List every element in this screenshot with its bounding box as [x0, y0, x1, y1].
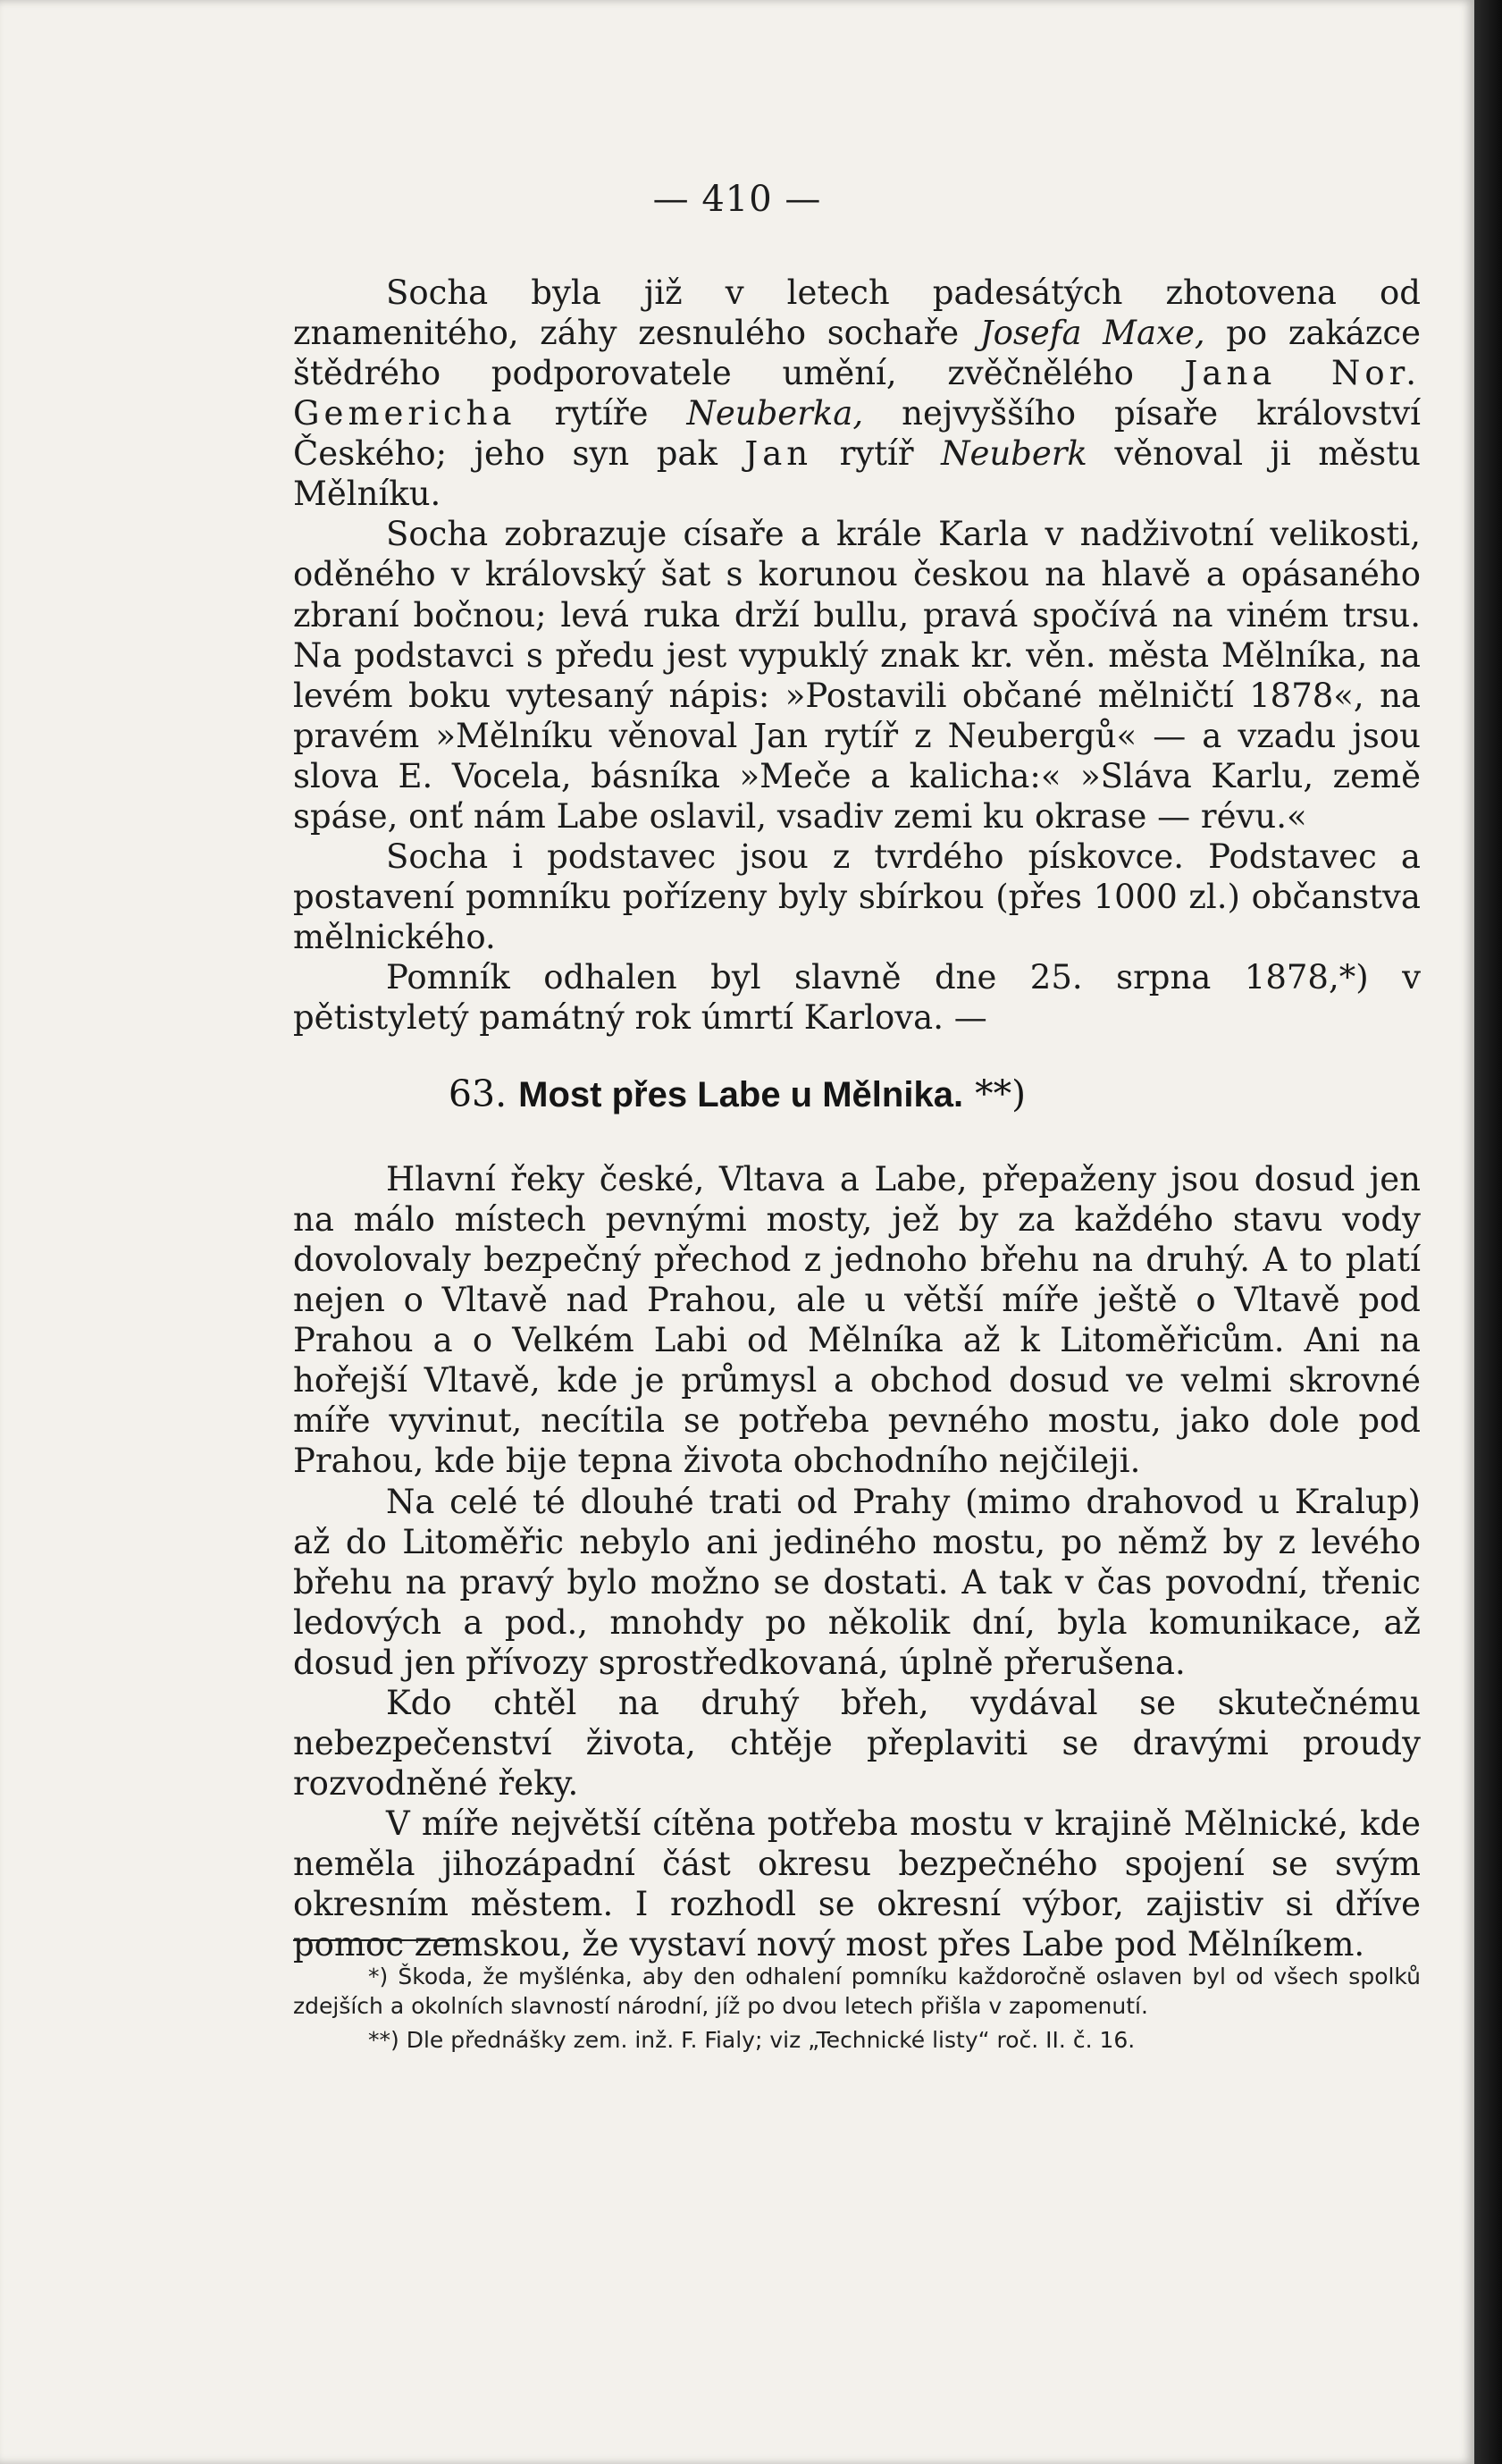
text-run: Socha byla již v letech padesátých zhotovena od znamenitého, záhy zesnulého sochaře: [293, 273, 1421, 353]
footnotes: [293, 1962, 1421, 2058]
patron-name: Jana Nor.: [1184, 354, 1422, 393]
page-number: — 410 —: [652, 179, 822, 220]
text-run: nejvyššího písaře království Českého; jeho syn pak: [293, 394, 1421, 474]
text-run: věnoval ji městu Mělníku.: [293, 434, 1421, 514]
section-heading: [0, 1072, 1474, 1115]
paragraph-statue-origin: [293, 273, 1421, 514]
footnote-divider: [293, 1939, 454, 1941]
paragraph-unveiling: Pomník odhalen byl slavně dne 25. srpna 1878,*) v pětistyletý památný rok úmrtí Karlova. —: [293, 958, 1421, 1038]
bridge-section-text: [293, 1159, 1421, 1964]
section-number: 63.: [448, 1072, 508, 1115]
paragraph-rivers: Hlavní řeky české, Vltava a Labe, přepaženy jsou dosud jen na málo místech pevnými mosty, jež by za každého stavu vody dovolovaly bezpečný přechod z jednoho břehu na druhý. A to platí nejen o Vltavě nad Prahou, ale u větší míře ještě o Vltavě pod Prahou a o Velkém Labi od Mělníka až k Litoměřicům. Ani na hořejší Vltavě, kde je průmysl a obchod dosud ve velmi skrovné míře vyvinut, necítila se potřeba pevného mostu, jako dole pod Prahou, kde bije tepna života obchodního nejčileji.: [293, 1160, 1421, 1481]
text-run: po zakázce štědrého podporovatele umění, zvěčnělého: [293, 314, 1421, 393]
footnote-1: *) Škoda, že myšlénka, aby den odhalení pomníku každoročně oslaven byl od všech spolků zdejších a okolních slavností národní, jíž po dvou letech přišla v zapomenutí.: [293, 1964, 1421, 2020]
patron-surname: Gemericha: [293, 394, 516, 433]
paragraph-danger: Kdo chtěl na druhý břeh, vydával se skutečnému nebezpečenství života, chtěje přeplaviti se dravými proudy rozvodněné řeky.: [293, 1683, 1421, 1803]
text-run: rytíř: [812, 434, 942, 474]
paragraph-pedestal: Socha i podstavec jsou z tvrdého pískovce. Podstavec a postavení pomníku pořízeny byly sbírkou (přes 1000 zl.) občanstva mělnického.: [293, 837, 1421, 956]
son-name: Jan: [744, 434, 813, 474]
footnote-marker: **): [963, 1072, 1027, 1115]
section-title: Most přes Labe u Mělnika.: [518, 1075, 964, 1114]
monument-section-text: [293, 273, 1421, 1038]
sculptor-name: Josefa Maxe,: [979, 314, 1205, 353]
son-surname: Neuberk: [941, 434, 1087, 474]
patron-title-name: Neuberka,: [686, 394, 864, 433]
scan-edge: [1474, 0, 1502, 2464]
paragraph-statue-description: Socha zobrazuje císaře a krále Karla v nadživotní velikosti, oděného v královský šat s korunou českou na hlavě a opásaného zbraní bočnou; levá ruka drží bullu, pravá spočívá na viném trsu. Na podstavci s předu jest vypuklý znak kr. věn. města Mělníka, na levém boku vytesaný nápis: »Postavili občané mělničtí 1878«, na pravém »Mělníku věnoval Jan rytíř z Neubergů« — a vzadu jsou slova E. Vocela, básníka »Meče a kalicha:« »Sláva Karlu, země spáse, onť nám Labe oslavil, vsadiv zemi ku okrase — révu.«: [293, 515, 1421, 836]
paragraph-decision: V míře největší cítěna potřeba mostu v krajině Mělnické, kde neměla jihozápadní část okresu bezpečného spojení se svým okresním městem. I rozhodl se okresní výbor, zajistiv si dříve pomoc zemskou, že vystaví nový most přes Labe pod Mělníkem.: [293, 1804, 1421, 1964]
text-run: rytíře: [516, 394, 687, 433]
paragraph-no-bridge: Na celé té dlouhé trati od Prahy (mimo drahovod u Kralup) až do Litoměřic nebylo ani jediného mostu, po němž by z levého břehu na pravý bylo možno se dostati. A tak v čas povodní, třenic ledových a pod., mnohdy po několik dní, byla komunikace, až dosud jen přívozy sprostředkovaná, úplně přerušena.: [293, 1482, 1421, 1682]
footnote-2: **) Dle přednášky zem. inž. F. Fialy; viz „Technické listy“ roč. II. č. 16.: [368, 2026, 1136, 2053]
